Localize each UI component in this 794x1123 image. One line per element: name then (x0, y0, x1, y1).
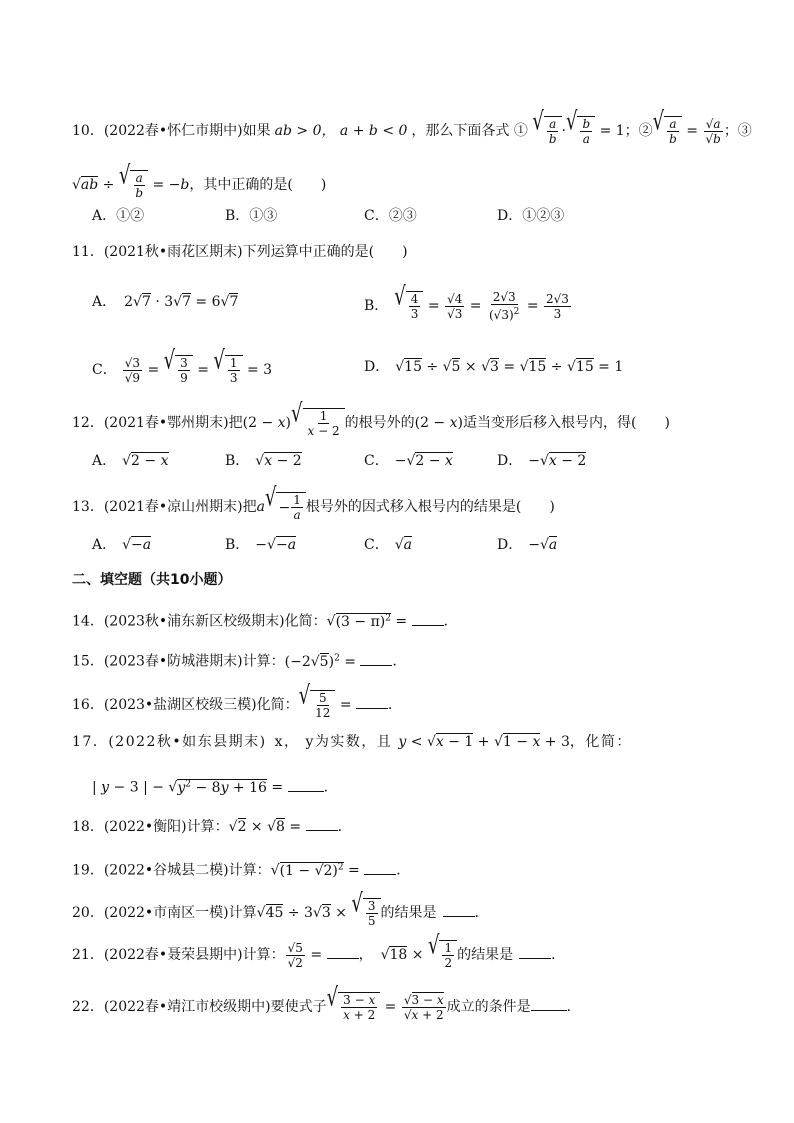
answer-blank[interactable] (306, 816, 338, 831)
expr-10-1a: √ $\frac{a}{b}$ (532, 116, 561, 146)
question-12: 12．(2021春•鄂州期末)把(2 − x) √ $\frac{1}{x - 2}$ 的根号外的(2 − x)适当变形后移入根号内，得( ) (72, 399, 670, 438)
option-13-b: B． −√−a (225, 537, 297, 553)
option-11-b: B． √ $\frac{4}{3}$ = $\frac{√4}{√3}$ = $\frac{2√3}{(√3)^2}$ = $\frac{2√3}{3}$ (364, 282, 569, 322)
question-number: 10． (72, 123, 104, 139)
answer-blank[interactable] (519, 944, 551, 959)
question-19: 19．(2022•谷城县二模)计算：$√(1 - √2)^2$ = ． (72, 857, 410, 881)
option-11-c: C． $\frac{√3}{√9}$ = √ $\frac{3}{9}$ = √ $\frac{1}{3}$ = 3 (92, 346, 273, 385)
answer-blank[interactable] (443, 902, 475, 917)
question-10: 10．(2022春•怀仁市期中)如果 ab > 0， a + b < 0 ，那么下面各式 ① √ $\frac{a}{b}$ · √ $\frac{b}{a}$ = 1；② √ $\frac{a}{b}$ = $\frac{√a}{√b}$ ；③ (72, 107, 752, 146)
question-13: 13．(2021春•凉山州期末)把a √ − $\frac{1}{a}$ 根号外的因式移入根号内的结果是( ) (72, 483, 555, 522)
question-18: 18．(2022•衡阳)计算：√2 × √8 = ． (72, 816, 352, 837)
option-13-c: C． √a (364, 537, 412, 553)
option-13-a: A． √−a (92, 537, 152, 553)
condition: ab > 0， a + b < 0 (274, 123, 408, 139)
question-22: 22．(2022春•靖江市校级期中)要使式子 √ $\frac{3 - x}{x + 2}$ = $\frac{√3 - x}{√x + 2}$ 成立的条件是 ． (72, 983, 581, 1022)
option-10-d: D．①②③ (497, 208, 565, 224)
option-12-c: C． −√2 − x (364, 453, 453, 469)
answer-blank[interactable] (364, 860, 396, 875)
question-15: 15．(2023春•防城港期末)计算：$(-2√5)^2$ = ． (72, 648, 406, 672)
option-12-a: A． √2 − x (92, 453, 169, 469)
answer-blank[interactable] (412, 611, 444, 626)
question-21: 21．(2022春•聂荣县期中)计算： $\frac{√5}{√2}$ = ， √18 × √ $\frac{1}{2}$ 的结果是 ． (72, 931, 566, 970)
section-title: 二、填空题（共10小题） (72, 572, 232, 588)
option-12-b: B． √x − 2 (225, 453, 302, 469)
expr-10-1b: √ $\frac{b}{a}$ (566, 116, 595, 146)
option-10-a: A．①② (92, 208, 145, 224)
question-source: (2022春•怀仁市期中) (103, 123, 243, 139)
question-17-cont: | y − 3 | − $√y^2 - 8y + 16$ = ． (92, 774, 338, 798)
option-12-d: D． −√x − 2 (497, 453, 587, 469)
answer-blank[interactable] (327, 944, 359, 959)
expr-10-2: √ $\frac{a}{b}$ (653, 116, 682, 146)
option-10-c: C．②③ (364, 208, 417, 224)
option-10-b: B．①③ (225, 208, 278, 224)
question-20: 20．(2022•市南区一模)计算√45 ÷ 3√3 × √ $\frac{3}{5}$ 的结果是 ． (72, 889, 489, 928)
option-13-d: D． −√a (497, 537, 558, 553)
answer-blank[interactable] (356, 694, 388, 709)
question-11: 11．(2021秋•雨花区期末)下列运算中正确的是( ) (72, 244, 408, 260)
answer-blank[interactable] (531, 996, 567, 1011)
question-17: 17．(2022秋•如东县期末) x， y为实数，且 y < √x − 1 + √1 − x + 3，化简： (72, 734, 632, 750)
question-14: 14．(2023秋•浦东新区校级期末)化简：$√(3 - \pi)^2$ = ． (72, 608, 458, 632)
expr-10-3: √ab ÷ (72, 177, 119, 193)
answer-blank[interactable] (288, 777, 324, 792)
option-11-a: A． 2√7 · 3√7 = 6√7 (92, 294, 239, 310)
question-16: 16．(2023•盐湖区校级三模)化简： √ $\frac{5}{12}$ = ． (72, 681, 403, 720)
question-10-cont: √ab ÷ √ $\frac{a}{b}$ = −b，其中正确的是( ) (72, 161, 327, 200)
option-11-d: D． √15 ÷ √5 × √3 = √15 ÷ √15 = 1 (364, 359, 624, 375)
answer-blank[interactable] (360, 651, 392, 666)
